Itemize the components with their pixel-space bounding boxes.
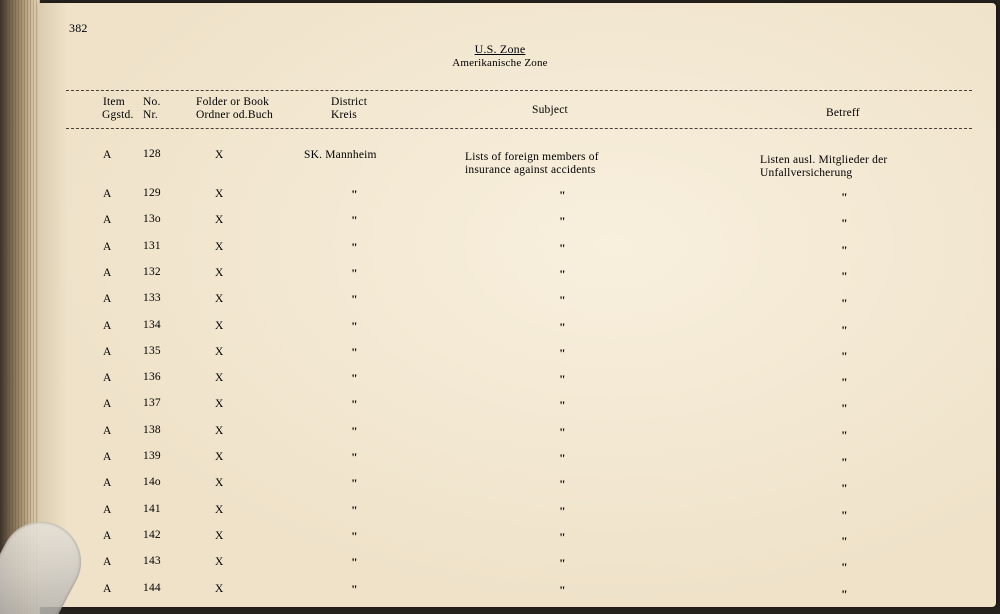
- header-rule-top: [66, 90, 972, 91]
- ledger-page: [38, 3, 996, 607]
- first-row-item: A: [103, 149, 112, 161]
- row-district-ditto: ": [351, 476, 358, 490]
- row-folder: X: [215, 346, 224, 358]
- row-no: 135: [143, 345, 161, 357]
- row-subject-ditto: ": [559, 556, 566, 570]
- row-item: A: [103, 267, 112, 279]
- row-item: A: [103, 477, 112, 489]
- row-item: A: [103, 530, 112, 542]
- header-folder: Folder or Book: [196, 96, 270, 108]
- row-betreff-ditto: ": [841, 508, 848, 522]
- row-subject-ditto: ": [559, 425, 566, 439]
- row-district-ditto: ": [351, 319, 358, 333]
- row-subject-ditto: ": [559, 451, 566, 465]
- row-betreff-ditto: ": [841, 349, 848, 363]
- row-subject-ditto: ": [559, 583, 566, 597]
- first-row-subject-line2: insurance against accidents: [465, 164, 596, 176]
- row-no: 141: [143, 503, 161, 515]
- row-district-ditto: ": [351, 503, 358, 517]
- row-folder: X: [215, 214, 224, 226]
- header-district: District: [331, 96, 368, 108]
- header-betreff: Betreff: [826, 107, 860, 119]
- row-item: A: [103, 293, 112, 305]
- header-ordner: Ordner od.Buch: [196, 109, 273, 121]
- row-subject-ditto: ": [559, 241, 566, 255]
- row-district-ditto: ": [351, 292, 358, 306]
- row-item: A: [103, 425, 112, 437]
- row-betreff-ditto: ": [841, 428, 848, 442]
- row-item: A: [103, 398, 112, 410]
- row-subject-ditto: ": [559, 477, 566, 491]
- first-row-folder: X: [215, 149, 224, 161]
- row-district-ditto: ": [351, 371, 358, 385]
- row-folder: X: [215, 477, 224, 489]
- row-item: A: [103, 214, 112, 226]
- row-betreff-ditto: ": [841, 216, 848, 230]
- row-subject-ditto: ": [559, 320, 566, 334]
- row-folder: X: [215, 372, 224, 384]
- row-district-ditto: ": [351, 450, 358, 464]
- page-number: 382: [69, 21, 88, 35]
- header-no: No.: [143, 96, 161, 108]
- row-item: A: [103, 451, 112, 463]
- row-no: 137: [143, 397, 161, 409]
- row-betreff-ditto: ": [841, 269, 848, 283]
- row-betreff-ditto: ": [841, 401, 848, 415]
- row-folder: X: [215, 320, 224, 332]
- header-item: Item: [103, 96, 125, 108]
- zone-title: U.S. Zone: [474, 42, 526, 56]
- row-no: 129: [143, 187, 161, 199]
- row-no: 134: [143, 319, 161, 331]
- row-no: 14o: [143, 476, 161, 488]
- row-no: 13o: [143, 213, 161, 225]
- row-betreff-ditto: ": [841, 455, 848, 469]
- row-folder: X: [215, 241, 224, 253]
- row-district-ditto: ": [351, 555, 358, 569]
- row-district-ditto: ": [351, 529, 358, 543]
- row-subject-ditto: ": [559, 214, 566, 228]
- row-item: A: [103, 583, 112, 595]
- row-folder: X: [215, 583, 224, 595]
- first-row-betreff-line2: Unfallversicherung: [760, 167, 853, 179]
- row-item: A: [103, 188, 112, 200]
- row-folder: X: [215, 267, 224, 279]
- row-item: A: [103, 372, 112, 384]
- row-subject-ditto: ": [559, 188, 566, 202]
- row-district-ditto: ": [351, 213, 358, 227]
- row-subject-ditto: ": [559, 504, 566, 518]
- row-district-ditto: ": [351, 187, 358, 201]
- row-folder: X: [215, 293, 224, 305]
- row-subject-ditto: ": [559, 398, 566, 412]
- row-folder: X: [215, 398, 224, 410]
- row-betreff-ditto: ": [841, 243, 848, 257]
- row-betreff-ditto: ": [841, 323, 848, 337]
- row-folder: X: [215, 530, 224, 542]
- row-betreff-ditto: ": [841, 190, 848, 204]
- first-row-no: 128: [143, 148, 161, 160]
- row-betreff-ditto: ": [841, 560, 848, 574]
- row-district-ditto: ": [351, 397, 358, 411]
- row-item: A: [103, 346, 112, 358]
- row-betreff-ditto: ": [841, 481, 848, 495]
- row-item: A: [103, 241, 112, 253]
- row-item: A: [103, 320, 112, 332]
- row-subject-ditto: ": [559, 372, 566, 386]
- header-kreis: Kreis: [331, 109, 357, 121]
- row-folder: X: [215, 451, 224, 463]
- first-row-betreff-line1: Listen ausl. Mitglieder der: [760, 154, 888, 166]
- row-no: 136: [143, 371, 161, 383]
- row-no: 142: [143, 529, 161, 541]
- row-folder: X: [215, 188, 224, 200]
- row-betreff-ditto: ": [841, 296, 848, 310]
- first-row-subject-line1: Lists of foreign members of: [465, 151, 599, 163]
- row-subject-ditto: ": [559, 267, 566, 281]
- row-folder: X: [215, 425, 224, 437]
- row-subject-ditto: ": [559, 346, 566, 360]
- row-betreff-ditto: ": [841, 587, 848, 601]
- row-no: 138: [143, 424, 161, 436]
- row-district-ditto: ": [351, 266, 358, 280]
- row-subject-ditto: ": [559, 293, 566, 307]
- row-district-ditto: ": [351, 424, 358, 438]
- header-ggstd: Ggstd.: [102, 109, 134, 121]
- first-row-district: SK. Mannheim: [304, 149, 377, 161]
- row-folder: X: [215, 556, 224, 568]
- header-rule-bottom: [66, 128, 972, 129]
- row-folder: X: [215, 504, 224, 516]
- row-no: 143: [143, 555, 161, 567]
- zone-subtitle: Amerikanische Zone: [452, 57, 548, 69]
- row-no: 132: [143, 266, 161, 278]
- row-item: A: [103, 556, 112, 568]
- row-subject-ditto: ": [559, 530, 566, 544]
- row-no: 131: [143, 240, 161, 252]
- row-no: 133: [143, 292, 161, 304]
- row-district-ditto: ": [351, 345, 358, 359]
- row-betreff-ditto: ": [841, 375, 848, 389]
- row-district-ditto: ": [351, 582, 358, 596]
- header-subject: Subject: [532, 104, 568, 116]
- row-district-ditto: ": [351, 240, 358, 254]
- row-no: 144: [143, 582, 161, 594]
- header-nr: Nr.: [143, 109, 158, 121]
- row-betreff-ditto: ": [841, 534, 848, 548]
- row-item: A: [103, 504, 112, 516]
- row-no: 139: [143, 450, 161, 462]
